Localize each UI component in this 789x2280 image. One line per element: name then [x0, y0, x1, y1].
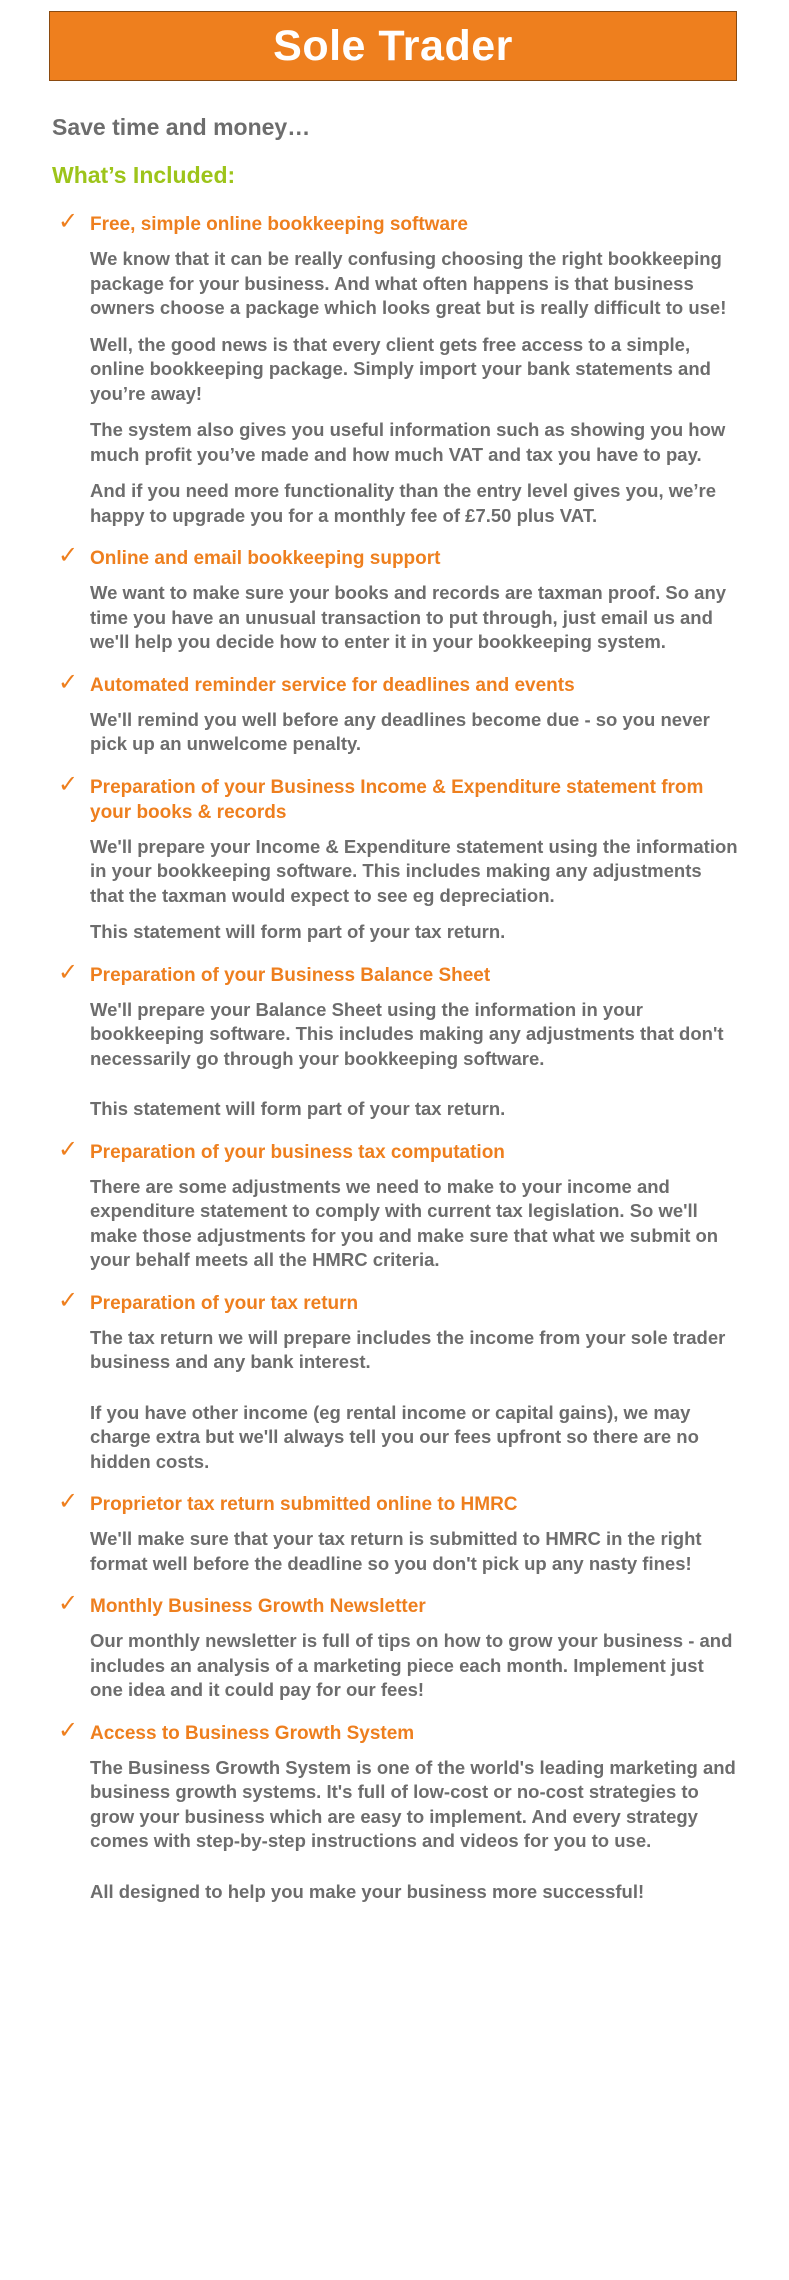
list-item: [58, 207, 738, 528]
item-title: Monthly Business Growth Newsletter: [90, 1596, 426, 1617]
item-paragraph: The tax return we will prepare includes the income from your sole trader business and any bank interest.: [90, 1326, 726, 1372]
item-paragraph: All designed to help you make your business more successful!: [90, 1880, 645, 1902]
item-paragraph: This statement will form part of your tax return.: [90, 1098, 506, 1119]
page-title: Sole Trader: [273, 21, 513, 70]
checkmark-icon: ✓: [58, 1487, 79, 1515]
list-item: [58, 667, 738, 757]
item-paragraph: We'll prepare your Income & Expenditure statement using the information in your bookkeeping software. This includes making any adjustments that the taxman would expect to see eg depreciation.: [90, 835, 738, 906]
item-paragraph: We want to make sure your books and records are taxman proof. So any time you have an unusual transaction to put through, just email us and we'll help you decide how to enter it in your bookkeeping system.: [90, 582, 727, 652]
item-paragraph: We'll make sure that your tax return is submitted to HMRC in the right format well before the deadline so you don't pick up any nasty fines!: [90, 1528, 702, 1574]
list-item: [58, 1715, 738, 1905]
list-item: [58, 957, 738, 1122]
checkmark-icon: ✓: [58, 1589, 79, 1617]
list-item: [58, 541, 738, 655]
item-title: Online and email bookkeeping support: [90, 548, 441, 569]
checkmark-icon: ✓: [58, 541, 79, 569]
list-item: [58, 1589, 738, 1703]
list-item: [58, 1134, 738, 1273]
item-title: Proprietor tax return submitted online to HMRC: [90, 1494, 518, 1515]
item-paragraph: The system also gives you useful information such as showing you how much profit you’ve made and how much VAT and tax you have to pay.: [90, 419, 726, 465]
item-paragraph: We'll prepare your Balance Sheet using the information in your bookkeeping software. This includes making any adjustments that don't necessarily go through your bookkeeping software.: [90, 998, 724, 1069]
list-item: [58, 769, 738, 945]
item-paragraph: If you have other income (eg rental income or capital gains), we may charge extra but we'll always tell you our fees upfront so there are no hidden costs.: [90, 1401, 699, 1472]
list-item: [58, 1487, 738, 1576]
checkmark-icon: ✓: [58, 957, 79, 986]
item-title: Preparation of your tax return: [90, 1292, 359, 1314]
checkmark-icon: ✓: [58, 207, 79, 235]
checkmark-icon: ✓: [58, 1134, 79, 1163]
list-item: [58, 1285, 738, 1475]
title-banner: [49, 11, 737, 81]
item-paragraph: We know that it can be really confusing choosing the right bookkeeping package for your business. And what often happens is that business owners choose a package which looks great but is really difficult to use!: [90, 248, 727, 318]
item-paragraph: Well, the good news is that every client gets free access to a simple, online bookkeeping package. Simply import your bank statements and you’re away!: [90, 333, 711, 404]
checkmark-icon: ✓: [58, 667, 79, 696]
checkmark-icon: ✓: [58, 769, 79, 798]
item-title: Automated reminder service for deadlines and events: [90, 674, 575, 696]
included-heading: What’s Included:: [52, 162, 236, 188]
item-title: Preparation of your Business Income & Expenditure statement from your books & records: [90, 776, 704, 823]
item-paragraph: This statement will form part of your tax return.: [90, 921, 506, 942]
item-title: Preparation of your business tax computation: [90, 1141, 505, 1163]
included-list: [58, 207, 738, 1922]
item-paragraph: And if you need more functionality than the entry level gives you, we’re happy to upgrade you for a monthly fee of £7.50 plus VAT.: [90, 480, 717, 526]
item-title: Access to Business Growth System: [90, 1722, 415, 1744]
item-title: Preparation of your Business Balance Sheet: [90, 964, 491, 986]
checkmark-icon: ✓: [58, 1715, 79, 1744]
item-paragraph: There are some adjustments we need to make to your income and expenditure statement to comply with current tax legislation. So we'll make those adjustments for you and make sure that what we submit on your behalf meets all the HMRC criteria.: [90, 1175, 719, 1270]
item-paragraph: We'll remind you well before any deadlines become due - so you never pick up an unwelcome penalty.: [90, 708, 710, 754]
item-paragraph: The Business Growth System is one of the world's leading marketing and business growth systems. It's full of low-cost or no-cost strategies to grow your business which are easy to implement. And every strategy comes with step-by-step instructions and videos for you to use.: [90, 1756, 736, 1851]
item-paragraph: Our monthly newsletter is full of tips on how to grow your business - and includes an analysis of a marketing piece each month. Implement just one idea and it could pay for our fees!: [90, 1630, 733, 1700]
tagline: Save time and money…: [52, 114, 311, 140]
checkmark-icon: ✓: [58, 1285, 79, 1314]
item-title: Free, simple online bookkeeping software: [90, 214, 468, 235]
